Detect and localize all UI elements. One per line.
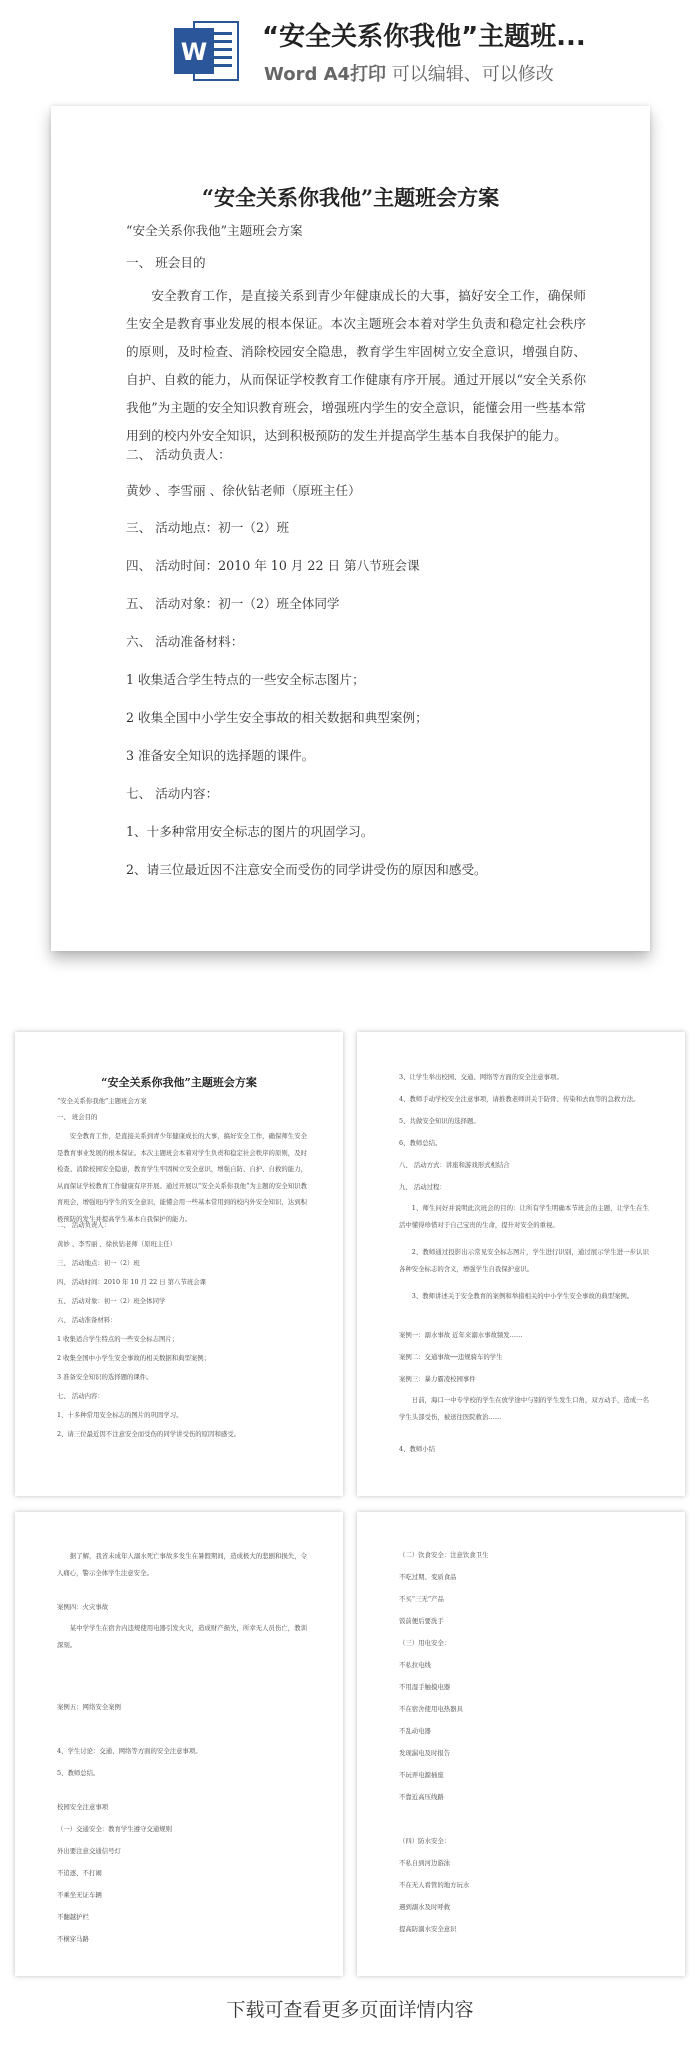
- thumb4-line-9: 不乱动电器: [399, 1727, 431, 1735]
- word-icon-letter: W: [180, 38, 208, 66]
- thumb3-line-9: 不乘坐无证车辆: [57, 1891, 102, 1899]
- thumb3-line-11: 不横穿马路: [57, 1935, 89, 1943]
- thumb2-line-8: 案例二：交通事故──违规骑车的学生: [399, 1353, 503, 1361]
- thumb2-line-1: 3、让学生举出校园、交通、网络等方面的安全注意事项。: [399, 1073, 563, 1081]
- thumb3-line-7: 外出要注意交通信号灯: [57, 1847, 121, 1855]
- page-thumbnail-4: [357, 1512, 685, 1976]
- thumb4-line-12: 不靠近高压线路: [399, 1793, 444, 1801]
- thumb2-paragraph-3: 3、教师讲述关于安全教育的案例和举措相关的中小学生安全事故的典型案例。: [411, 1292, 634, 1300]
- subtitle-format: Word A4打印: [264, 64, 387, 85]
- thumb4-line-3: 不买“三无”产品: [399, 1595, 444, 1603]
- thumb3-line-10: 不翻越护栏: [57, 1913, 89, 1921]
- thumb1-material-3: 3 准备安全知识的选择题的课件。: [57, 1373, 153, 1381]
- thumb1-heading-3: 三、 活动地点：初一（2）班: [57, 1259, 140, 1267]
- download-more-link[interactable]: 下载可查看更多页面详情内容: [226, 1999, 474, 2021]
- main-page-subtitle: “安全关系你我他”主题班会方案: [126, 223, 303, 238]
- thumb4-line-2: 不吃过期、变质食品: [399, 1573, 457, 1581]
- material-item-3: 3 准备安全知识的选择题的课件。: [126, 748, 315, 763]
- thumb1-section-2-body: 黄妙 、李雪丽 、徐伙钻老师（原班主任）: [57, 1240, 177, 1248]
- thumb2-paragraph-4: 日前，海口一中专学校的学生在放学途中与别的学生发生口角，双方动手，造成一名学生头部受伤，被送往医院救治……: [399, 1396, 649, 1421]
- thumb1-heading-5: 五、 活动对象：初一（2）班全体同学: [57, 1297, 166, 1305]
- document-subtitle: [264, 60, 554, 86]
- section-heading-4: 四、 活动时间：2010 年 10 月 22 日 第八节班会课: [126, 558, 420, 573]
- thumb4-line-4: 饭前便后要洗手: [399, 1617, 444, 1625]
- thumb4-line-17: 提高防溺水安全意识: [399, 1925, 457, 1933]
- header: [0, 0, 700, 96]
- thumb4-line-1: （二）饮食安全：注意饮食卫生: [399, 1551, 489, 1559]
- content-item-2: 2、请三位最近因不注意安全而受伤的同学讲受伤的原因和感受。: [126, 862, 487, 877]
- thumb2-line-5: 八、 活动方式：讲座和游戏形式相结合: [399, 1161, 510, 1169]
- thumb4-line-6: 不私拉电线: [399, 1661, 431, 1669]
- thumb1-heading-4: 四、 活动时间：2010 年 10 月 22 日 第八节班会课: [57, 1278, 206, 1286]
- thumb1-material-2: 2 收集全国中小学生安全事故的相关数据和典型案例；: [57, 1354, 211, 1362]
- section-heading-2: 二、 活动负责人：: [126, 447, 231, 462]
- thumb3-paragraph-1: 据了解，我省未成年人溺水死亡事故多发生在暑假期间，造成极大的悲剧和损失，令人痛心，警示全体学生注意安全。: [57, 1552, 307, 1577]
- thumb4-line-11: 不玩弄电源插座: [399, 1771, 444, 1779]
- section-heading-6: 六、 活动准备材料：: [126, 634, 244, 649]
- thumb1-title: “安全关系你我他”主题班会方案: [101, 1076, 257, 1089]
- main-page-title: “安全关系你我他”主题班会方案: [201, 185, 500, 210]
- thumb1-heading-1: 一、 班会目的: [57, 1113, 98, 1121]
- thumb2-line-2: 4、教师手动学校安全注意事项，请推教老师讲关于防骨、传染和去血等的急救方法。: [399, 1095, 640, 1103]
- section-heading-1: 一、 班会目的: [126, 255, 206, 270]
- thumb4-line-13: （四）防水安全：: [399, 1837, 451, 1845]
- document-title: “安全关系你我他”主题班...: [262, 22, 586, 52]
- thumb3-line-8: 不追逐、不打闹: [57, 1869, 102, 1877]
- material-item-2: 2 收集全国中小学生安全事故的相关数据和典型案例；: [126, 710, 428, 725]
- thumb1-paragraph: 安全教育工作，是直接关系到青少年健康成长的大事，搞好安全工作，确保师生安全是教育事业发展的根本保证。本次主题班会本着对学生负责和稳定社会秩序的原则，及时检查、消除校园安全隐患，教育学生牢固树立安全意识，增强自防、自护、自救的能力，从而保证学校教育工作健康有序开展。通过开展以“安全关系你我他”为主题的安全知识教育班会，增强班内学生的安全意识，能懂会用一些基本常用到的校内外安全知识，达到积极预防的发生并提高学生基本自我保护的能力。: [57, 1132, 307, 1223]
- thumb2-paragraph-2: 2、教师通过投影出示常见安全标志图片，学生进行识别，通过展示学生进一步认识各种安全标志的含义，增强学生自我保护意识。: [399, 1248, 649, 1273]
- word-document-icon: [172, 18, 242, 84]
- thumb2-line-6: 九、 活动过程：: [399, 1183, 446, 1191]
- thumb3-line-3: 4、学生讨论：交通、网络等方面的安全注意事项。: [57, 1747, 202, 1755]
- thumb1-heading-6: 六、 活动准备材料：: [57, 1316, 117, 1324]
- thumb1-material-1: 1 收集适合学生特点的一些安全标志图片；: [57, 1335, 179, 1343]
- page-thumbnail-3: [15, 1512, 343, 1976]
- paragraph-purpose: 安全教育工作，是直接关系到青少年健康成长的大事，搞好安全工作，确保师生安全是教育事业发展的根本保证。本次主题班会本着对学生负责和稳定社会秩序的原则，及时检查、消除校园安全隐患，教育学生牢固树立安全意识，增强自防、自护、自救的能力，从而保证学校教育工作健康有序开展。通过开展以“安全关系你我他”为主题的安全知识教育班会，增强班内学生的安全意识，能懂会用一些基本常用到的校内外安全知识，达到积极预防的发生并提高学生基本自我保护的能力。: [126, 288, 586, 443]
- thumb1-content-1: 1、十多种常用安全标志的图片的巩固学习。: [57, 1411, 183, 1419]
- thumb3-line-5: 校园安全注意事项: [57, 1803, 109, 1811]
- main-page-preview: [51, 106, 650, 951]
- thumb1-content-2: 2、请三位最近因不注意安全而受伤的同学讲受伤的原因和感受。: [57, 1430, 241, 1438]
- thumb4-line-10: 发现漏电及时报告: [399, 1749, 451, 1757]
- thumb3-paragraph-2: 某中学学生在宿舍内违规使用电器引发火灾，造成财产损失，所幸无人员伤亡，教训深刻。: [57, 1624, 307, 1649]
- material-item-1: 1 收集适合学生特点的一些安全标志图片；: [126, 672, 365, 687]
- thumb4-line-15: 不在无人看管的地方玩水: [399, 1881, 470, 1889]
- thumb3-line-6: （一）交通安全：教育学生遵守交通规则: [57, 1825, 173, 1833]
- thumb2-paragraph-1: 1、师生问好并说明此次班会的目的：让所有学生明确本节班会的主题，让学生在生活中懂得珍惜对于自己宝贵的生命，提升对安全的重视。: [399, 1204, 649, 1229]
- thumb4-line-5: （三）用电安全：: [399, 1639, 451, 1647]
- section-heading-5: 五、 活动对象：初一（2）班全体同学: [126, 596, 340, 611]
- thumb3-line-2: 案例五：网络安全案例: [57, 1703, 121, 1711]
- thumb4-line-7: 不用湿手触摸电器: [399, 1683, 451, 1691]
- thumb2-line-10: 4、教师小结: [399, 1445, 436, 1453]
- section-heading-3: 三、 活动地点：初一（2）班: [126, 520, 290, 535]
- thumb2-line-7: 案例一：溺水事故 近年来溺水事故频发……: [399, 1331, 523, 1339]
- thumb2-line-4: 6、教师总结。: [399, 1139, 442, 1147]
- section-heading-7: 七、 活动内容：: [126, 786, 219, 801]
- thumb3-line-4: 5、教师总结。: [57, 1769, 100, 1777]
- page-thumbnail-1: [15, 1032, 343, 1496]
- thumb4-line-16: 遇到溺水及时呼救: [399, 1903, 451, 1911]
- thumb3-line-1: 案例四：火灾事故: [57, 1603, 109, 1611]
- thumb4-line-14: 不私自到河边游泳: [399, 1859, 451, 1867]
- section-2-body: 黄妙 、李雪丽 、徐伙钻老师（原班主任）: [126, 483, 361, 498]
- thumb1-subtitle: “安全关系你我他”主题班会方案: [57, 1097, 147, 1105]
- content-item-1: 1、十多种常用安全标志的图片的巩固学习。: [126, 824, 374, 839]
- subtitle-editable: 可以编辑、可以修改: [386, 64, 554, 85]
- thumb2-line-3: 5、共做安全知识的选择题。: [399, 1117, 480, 1125]
- page-thumbnail-2: [357, 1032, 685, 1496]
- thumb1-heading-2: 二、 活动负责人：: [57, 1221, 111, 1229]
- thumb4-line-8: 不在宿舍使用电热器具: [399, 1705, 463, 1713]
- thumb1-heading-7: 七、 活动内容：: [57, 1392, 104, 1400]
- thumb2-line-9: 案例三：暴力霸凌校园事件: [399, 1375, 476, 1383]
